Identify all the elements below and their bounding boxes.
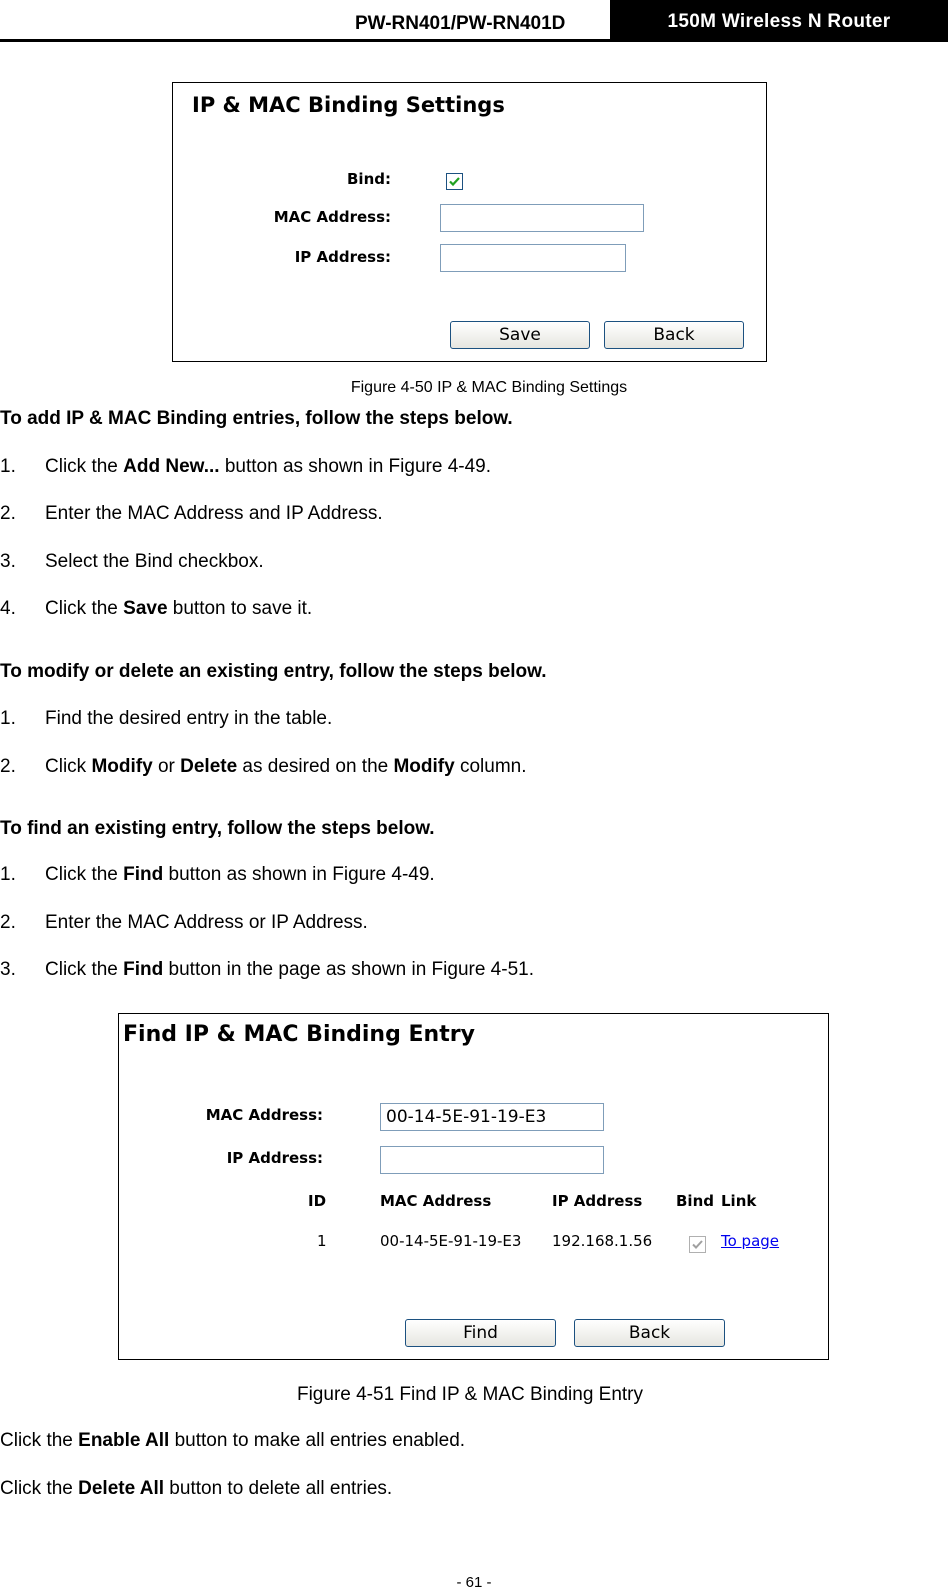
add-step-4-number: 4. (0, 598, 16, 619)
ip-address-input[interactable] (380, 1146, 604, 1174)
add-step-3: Select the Bind checkbox. (45, 551, 264, 572)
bind-label: Bind: (347, 170, 391, 188)
figure-51-caption: Figure 4-51 Find IP & MAC Binding Entry (296, 1384, 644, 1405)
figure-50-caption: Figure 4-50 IP & MAC Binding Settings (350, 379, 628, 396)
add-step-2-number: 2. (0, 503, 16, 524)
checkmark-icon (447, 174, 462, 189)
row-id: 1 (317, 1232, 327, 1250)
ip-address-input[interactable] (440, 244, 626, 272)
column-header-mac-address: MAC Address (380, 1192, 492, 1210)
modify-step-1-number: 1. (0, 708, 16, 729)
header-product: 150M Wireless N Router (610, 0, 948, 40)
modify-section-heading: To modify or delete an existing entry, follow the steps below. (0, 661, 547, 682)
column-header-bind: Bind (676, 1192, 714, 1210)
row-bind-checkbox (689, 1236, 706, 1253)
mac-address-input[interactable]: 00-14-5E-91-19-E3 (380, 1103, 604, 1131)
header-rule (0, 39, 948, 42)
row-mac-address: 00-14-5E-91-19-E3 (380, 1232, 522, 1250)
back-button[interactable]: Back (604, 321, 744, 349)
modify-step-2-number: 2. (0, 756, 16, 777)
page-number: - 61 - (456, 1574, 492, 1591)
mac-address-label: MAC Address: (205, 1106, 323, 1124)
delete-all-text: Click the Delete All button to delete all entries. (0, 1478, 393, 1499)
find-section-heading: To find an existing entry, follow the steps below. (0, 818, 435, 839)
add-step-2: Enter the MAC Address and IP Address. (45, 503, 383, 524)
find-step-3-number: 3. (0, 959, 16, 980)
find-button[interactable]: Find (405, 1319, 556, 1347)
add-step-1: Click the Add New... button as shown in Figure 4-49. (45, 456, 491, 477)
back-button[interactable]: Back (574, 1319, 725, 1347)
row-ip-address: 192.168.1.56 (552, 1232, 653, 1250)
ip-mac-binding-settings-figure (172, 82, 767, 362)
add-step-1-number: 1. (0, 456, 16, 477)
figure-title: IP & MAC Binding Settings (192, 93, 505, 117)
bind-checkbox[interactable] (446, 173, 463, 190)
ip-address-label: IP Address: (294, 248, 391, 266)
mac-address-label: MAC Address: (273, 208, 391, 226)
modify-step-2: Click Modify or Delete as desired on the Modify column. (45, 756, 527, 777)
header-model: PW-RN401/PW-RN401D (355, 13, 566, 34)
find-step-2-number: 2. (0, 912, 16, 933)
column-header-id: ID (308, 1192, 327, 1210)
column-header-link: Link (721, 1192, 757, 1210)
mac-address-input[interactable] (440, 204, 644, 232)
ip-address-label: IP Address: (226, 1149, 323, 1167)
find-step-2: Enter the MAC Address or IP Address. (45, 912, 368, 933)
save-button[interactable]: Save (450, 321, 590, 349)
enable-all-text: Click the Enable All button to make all entries enabled. (0, 1430, 466, 1451)
find-ip-mac-binding-entry-figure (118, 1013, 829, 1360)
add-step-3-number: 3. (0, 551, 16, 572)
find-step-1-number: 1. (0, 864, 16, 885)
checkmark-icon (690, 1237, 705, 1252)
add-section-heading: To add IP & MAC Binding entries, follow the steps below. (0, 408, 513, 429)
find-step-3: Click the Find button in the page as shown in Figure 4-51. (45, 959, 534, 980)
column-header-ip-address: IP Address (552, 1192, 643, 1210)
find-step-1: Click the Find button as shown in Figure 4-49. (45, 864, 435, 885)
modify-step-1: Find the desired entry in the table. (45, 708, 333, 729)
figure-title: Find IP & MAC Binding Entry (123, 1022, 475, 1047)
to-page-link[interactable]: To page (721, 1232, 780, 1250)
add-step-4: Click the Save button to save it. (45, 598, 313, 619)
